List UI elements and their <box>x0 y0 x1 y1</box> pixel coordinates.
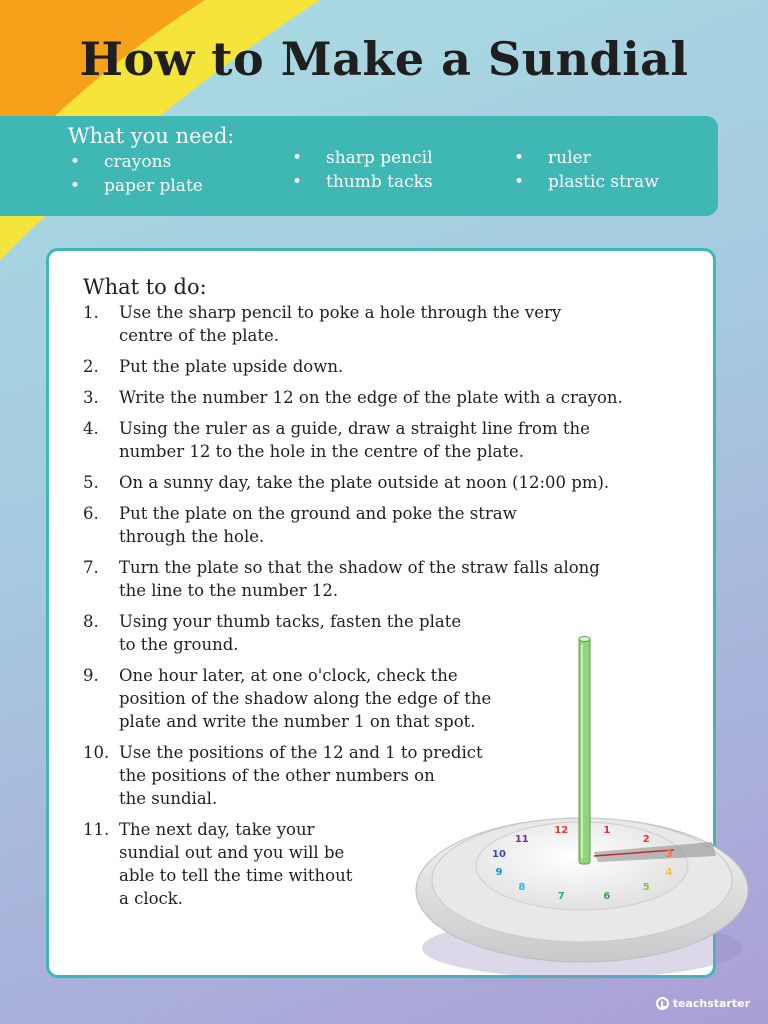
sundial-number-4: 4 <box>665 866 673 878</box>
step-number: 5. <box>83 473 99 492</box>
step-number: 7. <box>83 558 99 577</box>
straw <box>579 638 590 864</box>
step-text-line: through the hole. <box>119 527 265 546</box>
step-number: 6. <box>83 504 99 523</box>
sundial-number-12: 12 <box>554 825 569 837</box>
step-text-line: centre of the plate. <box>119 326 280 345</box>
teachstarter-logo-icon <box>656 997 669 1010</box>
step-text-line: The next day, take your <box>119 820 315 839</box>
sundial-number-1: 1 <box>603 825 611 837</box>
supplies-list-column-1 <box>70 150 203 198</box>
supplies-list-column-2 <box>292 146 433 194</box>
sundial-number-5: 5 <box>642 882 650 893</box>
step-text-line: to the ground. <box>119 635 239 654</box>
supply-item: • thumb tacks <box>292 170 433 194</box>
sundial-number-9: 9 <box>495 866 503 878</box>
step-item <box>83 355 703 378</box>
step-number: 9. <box>83 666 99 685</box>
sundial-number-10: 10 <box>492 849 506 861</box>
sundial-number-3: 3 <box>665 849 673 861</box>
step-number: 2. <box>83 357 99 376</box>
sundial-number-2: 2 <box>642 834 650 845</box>
step-text-line: One hour later, at one o'clock, check the <box>119 666 458 685</box>
step-text-line: the positions of the other numbers on <box>119 766 435 785</box>
step-item <box>83 471 703 494</box>
step-text-line: the sundial. <box>119 789 218 808</box>
step-number: 10. <box>83 743 110 762</box>
teachstarter-logo-text: teachstarter <box>672 997 750 1010</box>
supply-item: • plastic straw <box>514 170 659 194</box>
supply-item: • sharp pencil <box>292 146 433 170</box>
sundial-number-6: 6 <box>603 890 611 902</box>
step-text-line: number 12 to the hole in the centre of the plate. <box>119 442 524 461</box>
step-number: 4. <box>83 419 99 438</box>
step-text-line: able to tell the time without <box>119 866 353 885</box>
step-text-line: Put the plate on the ground and poke the straw <box>119 504 517 523</box>
sundial-illustration <box>412 630 754 986</box>
straw-top <box>579 637 590 642</box>
step-number: 1. <box>83 303 99 322</box>
step-item <box>83 417 703 463</box>
what-to-do-heading: What to do: <box>83 275 207 299</box>
step-text-line: On a sunny day, take the plate outside at noon (12:00 pm). <box>119 473 610 492</box>
page-title: How to Make a Sundial <box>79 32 689 86</box>
step-number: 8. <box>83 612 99 631</box>
teachstarter-logo <box>656 997 750 1010</box>
step-text-line: Using your thumb tacks, fasten the plate <box>119 612 462 631</box>
step-number: 3. <box>83 388 99 407</box>
what-you-need-box <box>0 116 718 216</box>
step-text-line: Put the plate upside down. <box>119 357 344 376</box>
step-text-line: a clock. <box>119 889 184 908</box>
step-number: 11. <box>83 820 110 839</box>
step-text-line: Use the sharp pencil to poke a hole through the very <box>119 303 562 322</box>
step-text-line: plate and write the number 1 on that spot. <box>119 712 476 731</box>
step-text-line: Write the number 12 on the edge of the plate with a crayon. <box>119 388 623 407</box>
supply-item: • paper plate <box>70 174 203 198</box>
step-text-line: the line to the number 12. <box>119 581 339 600</box>
step-item <box>83 556 703 602</box>
sundial-number-8: 8 <box>518 882 526 893</box>
supplies-list-column-3 <box>514 146 659 194</box>
supply-item: • ruler <box>514 146 659 170</box>
what-you-need-heading: What you need: <box>68 124 235 148</box>
step-text-line: Using the ruler as a guide, draw a straight line from the <box>119 419 590 438</box>
step-item <box>83 301 703 347</box>
step-item <box>83 502 703 548</box>
sundial-number-11: 11 <box>514 834 529 845</box>
sundial-number-7: 7 <box>557 890 565 902</box>
step-item <box>83 386 703 409</box>
step-text-line: Turn the plate so that the shadow of the straw falls along <box>119 558 600 577</box>
supply-item: • crayons <box>70 150 203 174</box>
step-text-line: position of the shadow along the edge of the <box>119 689 492 708</box>
step-text-line: sundial out and you will be <box>119 843 345 862</box>
step-text-line: Use the positions of the 12 and 1 to predict <box>119 743 483 762</box>
